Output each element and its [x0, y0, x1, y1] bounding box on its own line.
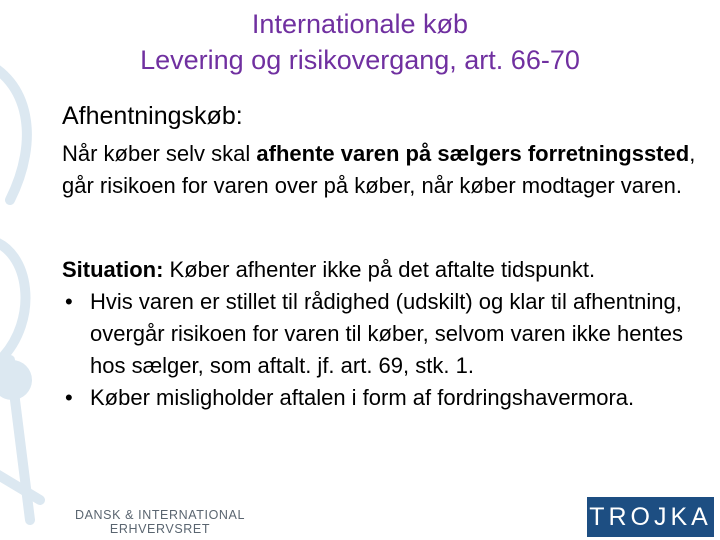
title-line-1: Internationale køb: [251, 9, 469, 39]
intro-bold-text: afhente varen på sælgers forretningssted: [256, 141, 690, 166]
intro-text-2: , går risikoen for varen over på køber, når køber modtager varen.: [62, 141, 696, 198]
intro-text-1: Når køber selv skal: [62, 141, 257, 166]
section-heading: Afhentningskøb:: [62, 102, 243, 130]
situation-line: [62, 254, 714, 286]
title-line-2: Levering og risikovergang, art. 66-70: [140, 45, 580, 75]
scales-of-justice-icon: [0, 0, 60, 540]
situation-label: Situation:: [62, 257, 164, 282]
trojka-logo: TROJKA: [587, 497, 714, 537]
slide-title: [0, 6, 720, 78]
logo-line-2: ERHVERVSRET: [109, 522, 211, 536]
situation-block: [62, 254, 714, 414]
logo-line-1: DANSK & INTERNATIONAL: [74, 508, 246, 522]
dansk-international-erhvervsret-logo: [60, 508, 260, 536]
bullet-item: • Hvis varen er stillet til rådighed (udskilt) og klar til afhentning, overgår risikoen for varen til køber, selvom varen ikke hentes hos sælger, som aftalt. jf. art. 69, stk. 1.: [62, 286, 714, 382]
situation-bullet-list: [62, 286, 714, 414]
situation-text: Køber afhenter ikke på det aftalte tidspunkt.: [163, 257, 596, 282]
bullet-item: • Køber misligholder aftalen i form af fordringshavermora.: [62, 382, 714, 414]
intro-paragraph: [62, 138, 714, 202]
